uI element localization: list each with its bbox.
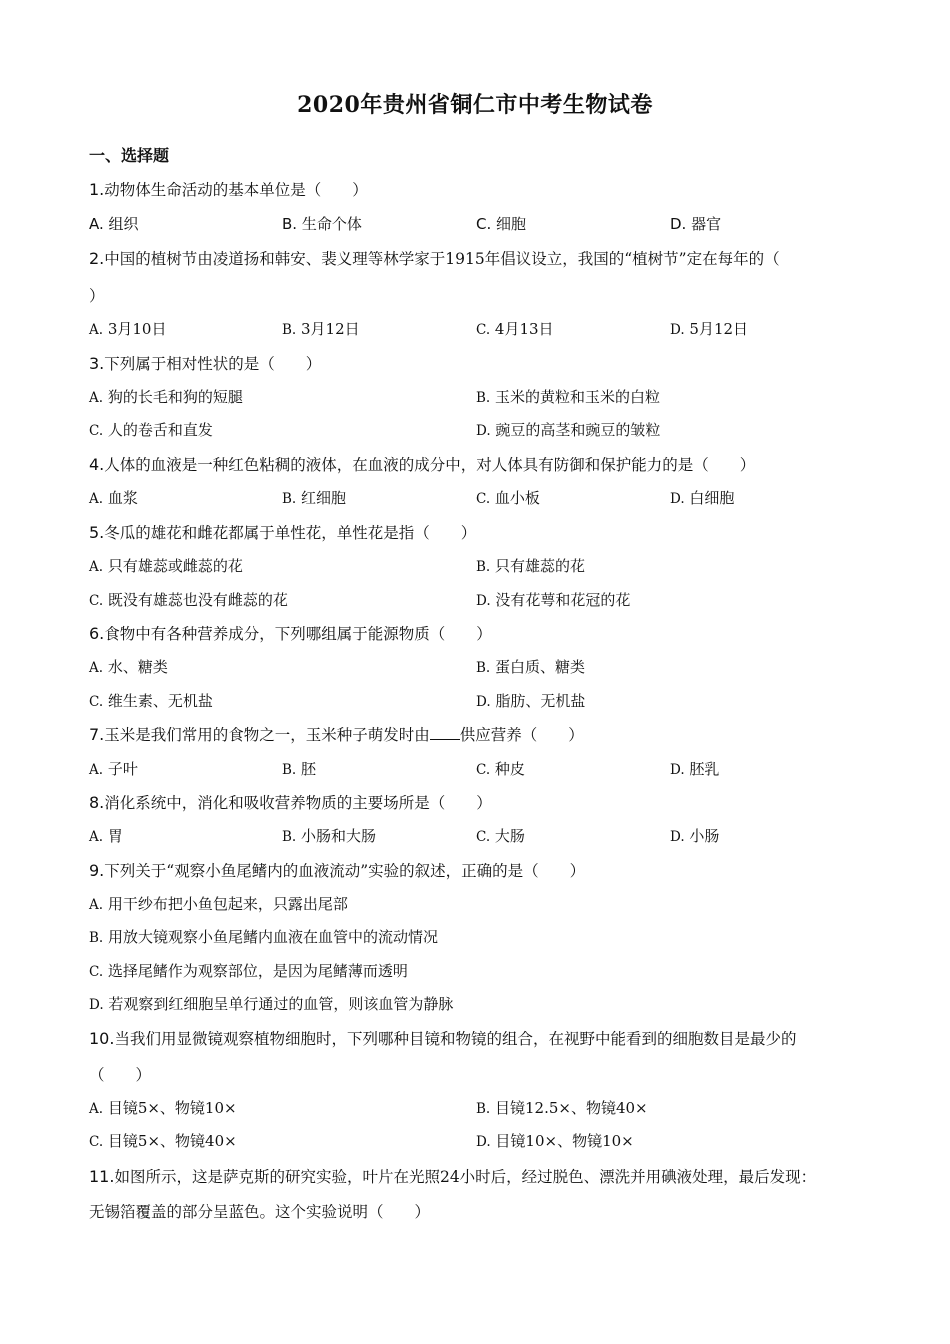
question-number: 3. [89, 354, 105, 373]
option-c: C. 大肠 [476, 827, 525, 845]
section-heading: 一、选择题 [89, 146, 170, 165]
question-8 [89, 791, 492, 813]
question-text: 冬瓜的雄花和雌花都属于单性花，单性花是指（ ） [104, 524, 477, 542]
question-11 [89, 1165, 816, 1187]
question-9 [89, 859, 585, 881]
question-number: 4. [89, 455, 105, 474]
page-title: 2020年贵州省铜仁市中考生物试卷 [297, 92, 653, 118]
question-number: 2. [89, 249, 105, 268]
option-d: D. 白细胞 [670, 489, 735, 507]
option-d: D. 目镜10×、物镜10× [476, 1132, 634, 1150]
option-b: B. 用放大镜观察小鱼尾鳍内血液在血管中的流动情况 [89, 928, 438, 946]
option-c: C. 既没有雄蕊也没有雌蕊的花 [89, 591, 288, 609]
option-b: B. 红细胞 [282, 489, 346, 507]
question-number: 7. [89, 725, 105, 744]
option-c: C. 细胞 [476, 215, 527, 233]
question-2 [89, 247, 780, 269]
question-text: 人体的血液是一种红色粘稠的液体，在血液的成分中，对人体具有防御和保护能力的是（ ） [104, 456, 756, 474]
question-text: 玉米是我们常用的食物之一，玉米种子萌发时由 [104, 726, 430, 744]
fill-in-blank [430, 727, 460, 740]
question-6 [89, 622, 492, 644]
option-a: A. 3月10日 [89, 320, 167, 338]
question-4 [89, 453, 755, 475]
question-number: 9. [89, 861, 105, 880]
question-number: 11. [89, 1167, 115, 1186]
question-text: 消化系统中，消化和吸收营养物质的主要场所是（ ） [104, 794, 492, 812]
question-number: 8. [89, 793, 105, 812]
option-d: D. 5月12日 [670, 320, 749, 338]
question-5 [89, 521, 476, 543]
question-10-continued: （ ） [89, 1066, 152, 1084]
option-c: C. 维生素、无机盐 [89, 692, 213, 710]
question-text: 中国的植树节由凌道扬和韩安、裴义理等林学家于1915年倡议设立，我国的“植树节”定在每年的（ [104, 250, 780, 268]
option-c: C. 目镜5×、物镜40× [89, 1132, 237, 1150]
question-text: 如图所示，这是萨克斯的研究实验，叶片在光照24小时后，经过脱色、漂洗并用碘液处理，最后发现： [114, 1168, 817, 1186]
option-d: D. 胚乳 [670, 760, 720, 778]
question-number: 5. [89, 523, 105, 542]
option-d: D. 若观察到红细胞呈单行通过的血管，则该血管为静脉 [89, 995, 454, 1013]
option-b: B. 只有雄蕊的花 [476, 557, 585, 575]
question-text: 动物体生命活动的基本单位是（ ） [104, 181, 368, 199]
question-3 [89, 352, 321, 374]
option-d: D. 器官 [670, 215, 722, 233]
option-a: A. 血浆 [89, 489, 138, 507]
question-text: 下列属于相对性状的是（ ） [104, 355, 322, 373]
option-d: D. 小肠 [670, 827, 720, 845]
option-c: C. 血小板 [476, 489, 540, 507]
question-number: 6. [89, 624, 105, 643]
option-b: B. 蛋白质、糖类 [476, 658, 585, 676]
question-10 [89, 1027, 796, 1049]
option-d: D. 脂肪、无机盐 [476, 692, 586, 710]
option-a: A. 胃 [89, 827, 123, 845]
option-b: B. 胚 [282, 760, 316, 778]
question-text: 当我们用显微镜观察植物细胞时，下列哪种目镜和物镜的组合，在视野中能看到的细胞数目是最少的 [114, 1030, 797, 1048]
option-d: D. 没有花萼和花冠的花 [476, 591, 631, 609]
option-a: A. 目镜5×、物镜10× [89, 1099, 237, 1117]
question-11-continued: 无锡箔覆盖的部分呈蓝色。这个实验说明（ ） [89, 1203, 431, 1221]
option-a: A. 水、糖类 [89, 658, 168, 676]
option-b: B. 生命个体 [282, 215, 362, 233]
question-2-continued: ） [89, 287, 105, 305]
option-b: B. 玉米的黄粒和玉米的白粒 [476, 388, 660, 406]
option-b: B. 小肠和大肠 [282, 827, 376, 845]
option-b: B. 3月12日 [282, 320, 360, 338]
option-c: C. 种皮 [476, 760, 525, 778]
question-text: 食物中有各种营养成分，下列哪组属于能源物质（ ） [104, 625, 492, 643]
question-7 [89, 723, 584, 745]
option-a: A. 狗的长毛和狗的短腿 [89, 388, 243, 406]
option-c: C. 选择尾鳍作为观察部位，是因为尾鳍薄而透明 [89, 962, 408, 980]
option-a: A. 只有雄蕊或雌蕊的花 [89, 557, 243, 575]
question-text: 下列关于“观察小鱼尾鳍内的血液流动”实验的叙述，正确的是（ ） [104, 862, 586, 880]
question-number: 1. [89, 180, 105, 199]
option-c: C. 人的卷舌和直发 [89, 421, 213, 439]
option-b: B. 目镜12.5×、物镜40× [476, 1099, 648, 1117]
question-text-after-blank: 供应营养（ ） [459, 726, 584, 744]
option-c: C. 4月13日 [476, 320, 554, 338]
option-d: D. 豌豆的高茎和豌豆的皱粒 [476, 421, 661, 439]
option-a: A. 用干纱布把小鱼包起来，只露出尾部 [89, 895, 348, 913]
option-a: A. 组织 [89, 215, 139, 233]
question-1 [89, 178, 368, 200]
question-number: 10. [89, 1029, 115, 1048]
option-a: A. 子叶 [89, 760, 138, 778]
